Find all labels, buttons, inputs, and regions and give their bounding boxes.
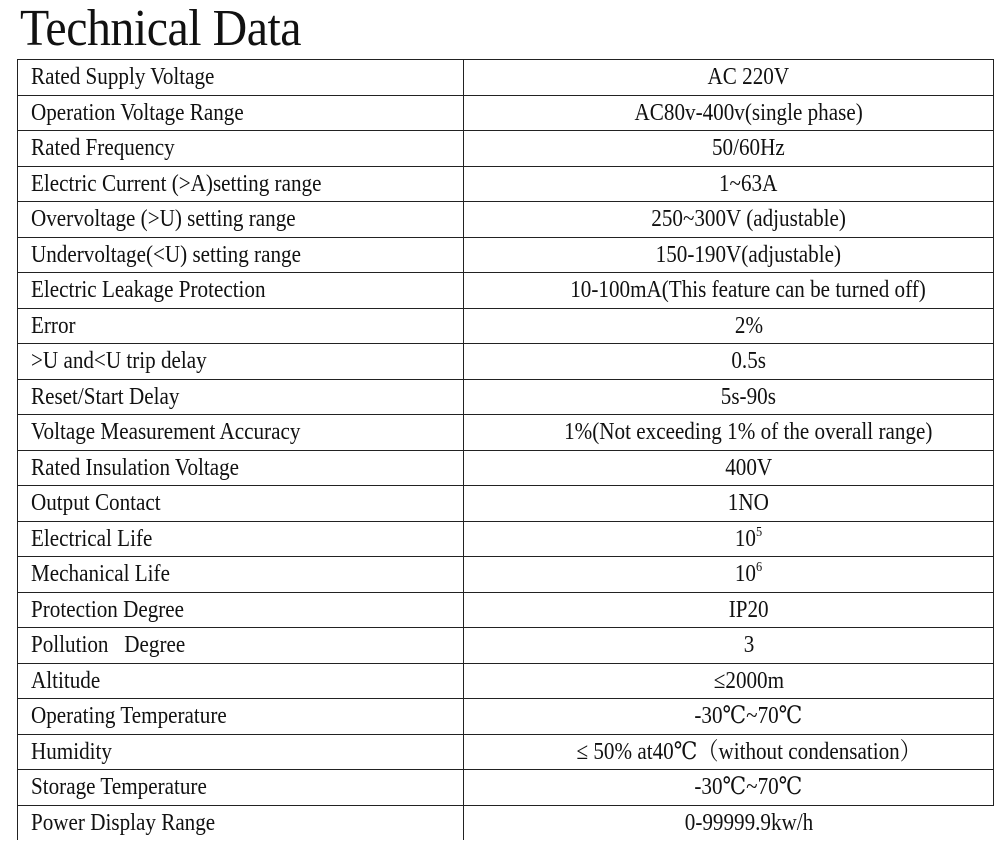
row-value: 50/60Hz: [712, 135, 785, 162]
table-row: [18, 131, 994, 167]
row-value-cell: [464, 521, 994, 557]
row-value: 250~300V (adjustable): [651, 206, 846, 233]
row-label: Undervoltage(<U) setting range: [31, 241, 301, 268]
row-value: 5s-90s: [720, 383, 777, 410]
row-label-cell: [18, 273, 464, 309]
row-value-cell: [464, 273, 994, 309]
row-label-cell: [18, 131, 464, 167]
row-value: 1~63A: [719, 170, 778, 197]
row-value: -30℃~70℃: [694, 774, 803, 801]
row-label-cell: [18, 699, 464, 735]
table-row: [18, 450, 994, 486]
row-value-cell: [464, 592, 994, 628]
table-row: [18, 344, 994, 380]
table-row: [18, 95, 994, 131]
row-label-cell: [18, 770, 464, 806]
row-value: 0-99999.9kw/h: [684, 809, 813, 836]
row-label-cell: [18, 379, 464, 415]
row-value-cell: [464, 628, 994, 664]
row-value-with-exponent: [734, 524, 763, 552]
row-label-cell: [18, 95, 464, 131]
table-row: [18, 521, 994, 557]
technical-data-table: [17, 59, 994, 840]
row-value-cell: [464, 450, 994, 486]
row-value-cell: [464, 663, 994, 699]
row-label-cell: [18, 450, 464, 486]
row-value-cell: [464, 166, 994, 202]
table-row: [18, 486, 994, 522]
row-value: ≤2000m: [713, 667, 784, 694]
row-value-cell: [464, 699, 994, 735]
row-value-cell: [464, 805, 994, 840]
table-row: [18, 166, 994, 202]
row-label: Rated Supply Voltage: [31, 64, 215, 91]
row-value-cell: [464, 415, 994, 451]
table-row: [18, 273, 994, 309]
table-row: [18, 202, 994, 238]
row-value-cell: [464, 60, 994, 96]
row-label: Voltage Measurement Accuracy: [31, 419, 301, 446]
row-value: 0.5s: [731, 348, 766, 375]
row-label: Operating Temperature: [31, 703, 227, 730]
row-label-cell: [18, 202, 464, 238]
row-value: -30℃~70℃: [694, 703, 803, 730]
row-label: Rated Insulation Voltage: [31, 454, 240, 481]
row-label-cell: [18, 521, 464, 557]
row-value: AC80v-400v(single phase): [634, 99, 863, 126]
row-value-with-exponent: [735, 562, 762, 586]
table-row: [18, 415, 994, 451]
row-value-cell: [464, 308, 994, 344]
page-title: Technical Data: [20, 0, 302, 57]
row-label: Protection Degree: [31, 596, 185, 623]
table-row: [18, 379, 994, 415]
row-label-cell: [18, 663, 464, 699]
row-value-exponent: 6: [755, 560, 763, 576]
row-value: 2%: [734, 312, 763, 339]
row-label: Electrical Life: [31, 525, 153, 552]
row-value: 10-100mA(This feature can be turned off): [570, 277, 927, 304]
row-label-cell: [18, 344, 464, 380]
table-row: [18, 628, 994, 664]
row-value-cell: [464, 557, 994, 593]
row-label-cell: [18, 237, 464, 273]
row-label-cell: [18, 166, 464, 202]
row-label: Power Display Range: [31, 809, 216, 836]
row-value-cell: [464, 379, 994, 415]
row-label: >U and<U trip delay: [31, 348, 207, 375]
row-label-cell: [18, 734, 464, 770]
row-value: AC 220V: [707, 64, 790, 91]
row-value-cell: [464, 95, 994, 131]
row-value-cell: [464, 344, 994, 380]
row-label-cell: [18, 486, 464, 522]
row-label-cell: [18, 60, 464, 96]
row-label-cell: [18, 805, 464, 840]
row-label: Rated Frequency: [31, 135, 175, 162]
row-label-cell: [18, 628, 464, 664]
row-value-cell: [464, 237, 994, 273]
row-value-cell: [464, 131, 994, 167]
table-row: [18, 805, 994, 840]
row-value: 1%(Not exceeding 1% of the overall range): [564, 419, 933, 446]
table-row: [18, 237, 994, 273]
row-label: Operation Voltage Range: [31, 99, 244, 126]
row-label-cell: [18, 308, 464, 344]
row-label: Electric Current (>A)setting range: [31, 170, 322, 197]
table-row: [18, 734, 994, 770]
row-label-cell: [18, 557, 464, 593]
row-value: 3: [743, 632, 754, 659]
row-value-cell: [464, 202, 994, 238]
table-row: [18, 699, 994, 735]
row-label: Output Contact: [31, 490, 161, 517]
row-value: 1NO: [727, 490, 770, 517]
row-label: Overvoltage (>U) setting range: [31, 206, 296, 233]
row-value: 10: [734, 525, 756, 552]
row-value-exponent: 5: [755, 524, 763, 540]
row-value: 10: [734, 561, 756, 588]
row-label-cell: [18, 592, 464, 628]
row-value-cell: [464, 770, 994, 806]
row-label: Electric Leakage Protection: [31, 277, 266, 304]
table-row: [18, 557, 994, 593]
row-label: Reset/Start Delay: [31, 383, 180, 410]
row-value: 150-190V(adjustable): [655, 241, 842, 268]
table-row: [18, 770, 994, 806]
row-label: Altitude: [31, 667, 101, 694]
row-label: Storage Temperature: [31, 774, 207, 801]
row-value: 400V: [725, 454, 772, 481]
row-label: Mechanical Life: [31, 561, 170, 588]
row-value-cell: [464, 734, 994, 770]
row-value: ≤ 50% at40℃（without condensation）: [576, 738, 921, 765]
table-row: [18, 592, 994, 628]
table-row: [18, 60, 994, 96]
table-row: [18, 308, 994, 344]
table-row: [18, 663, 994, 699]
row-label: Humidity: [31, 738, 112, 765]
row-value: IP20: [728, 596, 769, 623]
row-value-cell: [464, 486, 994, 522]
row-label: Pollution Degree: [31, 632, 186, 659]
row-label-cell: [18, 415, 464, 451]
row-label: Error: [31, 312, 76, 339]
